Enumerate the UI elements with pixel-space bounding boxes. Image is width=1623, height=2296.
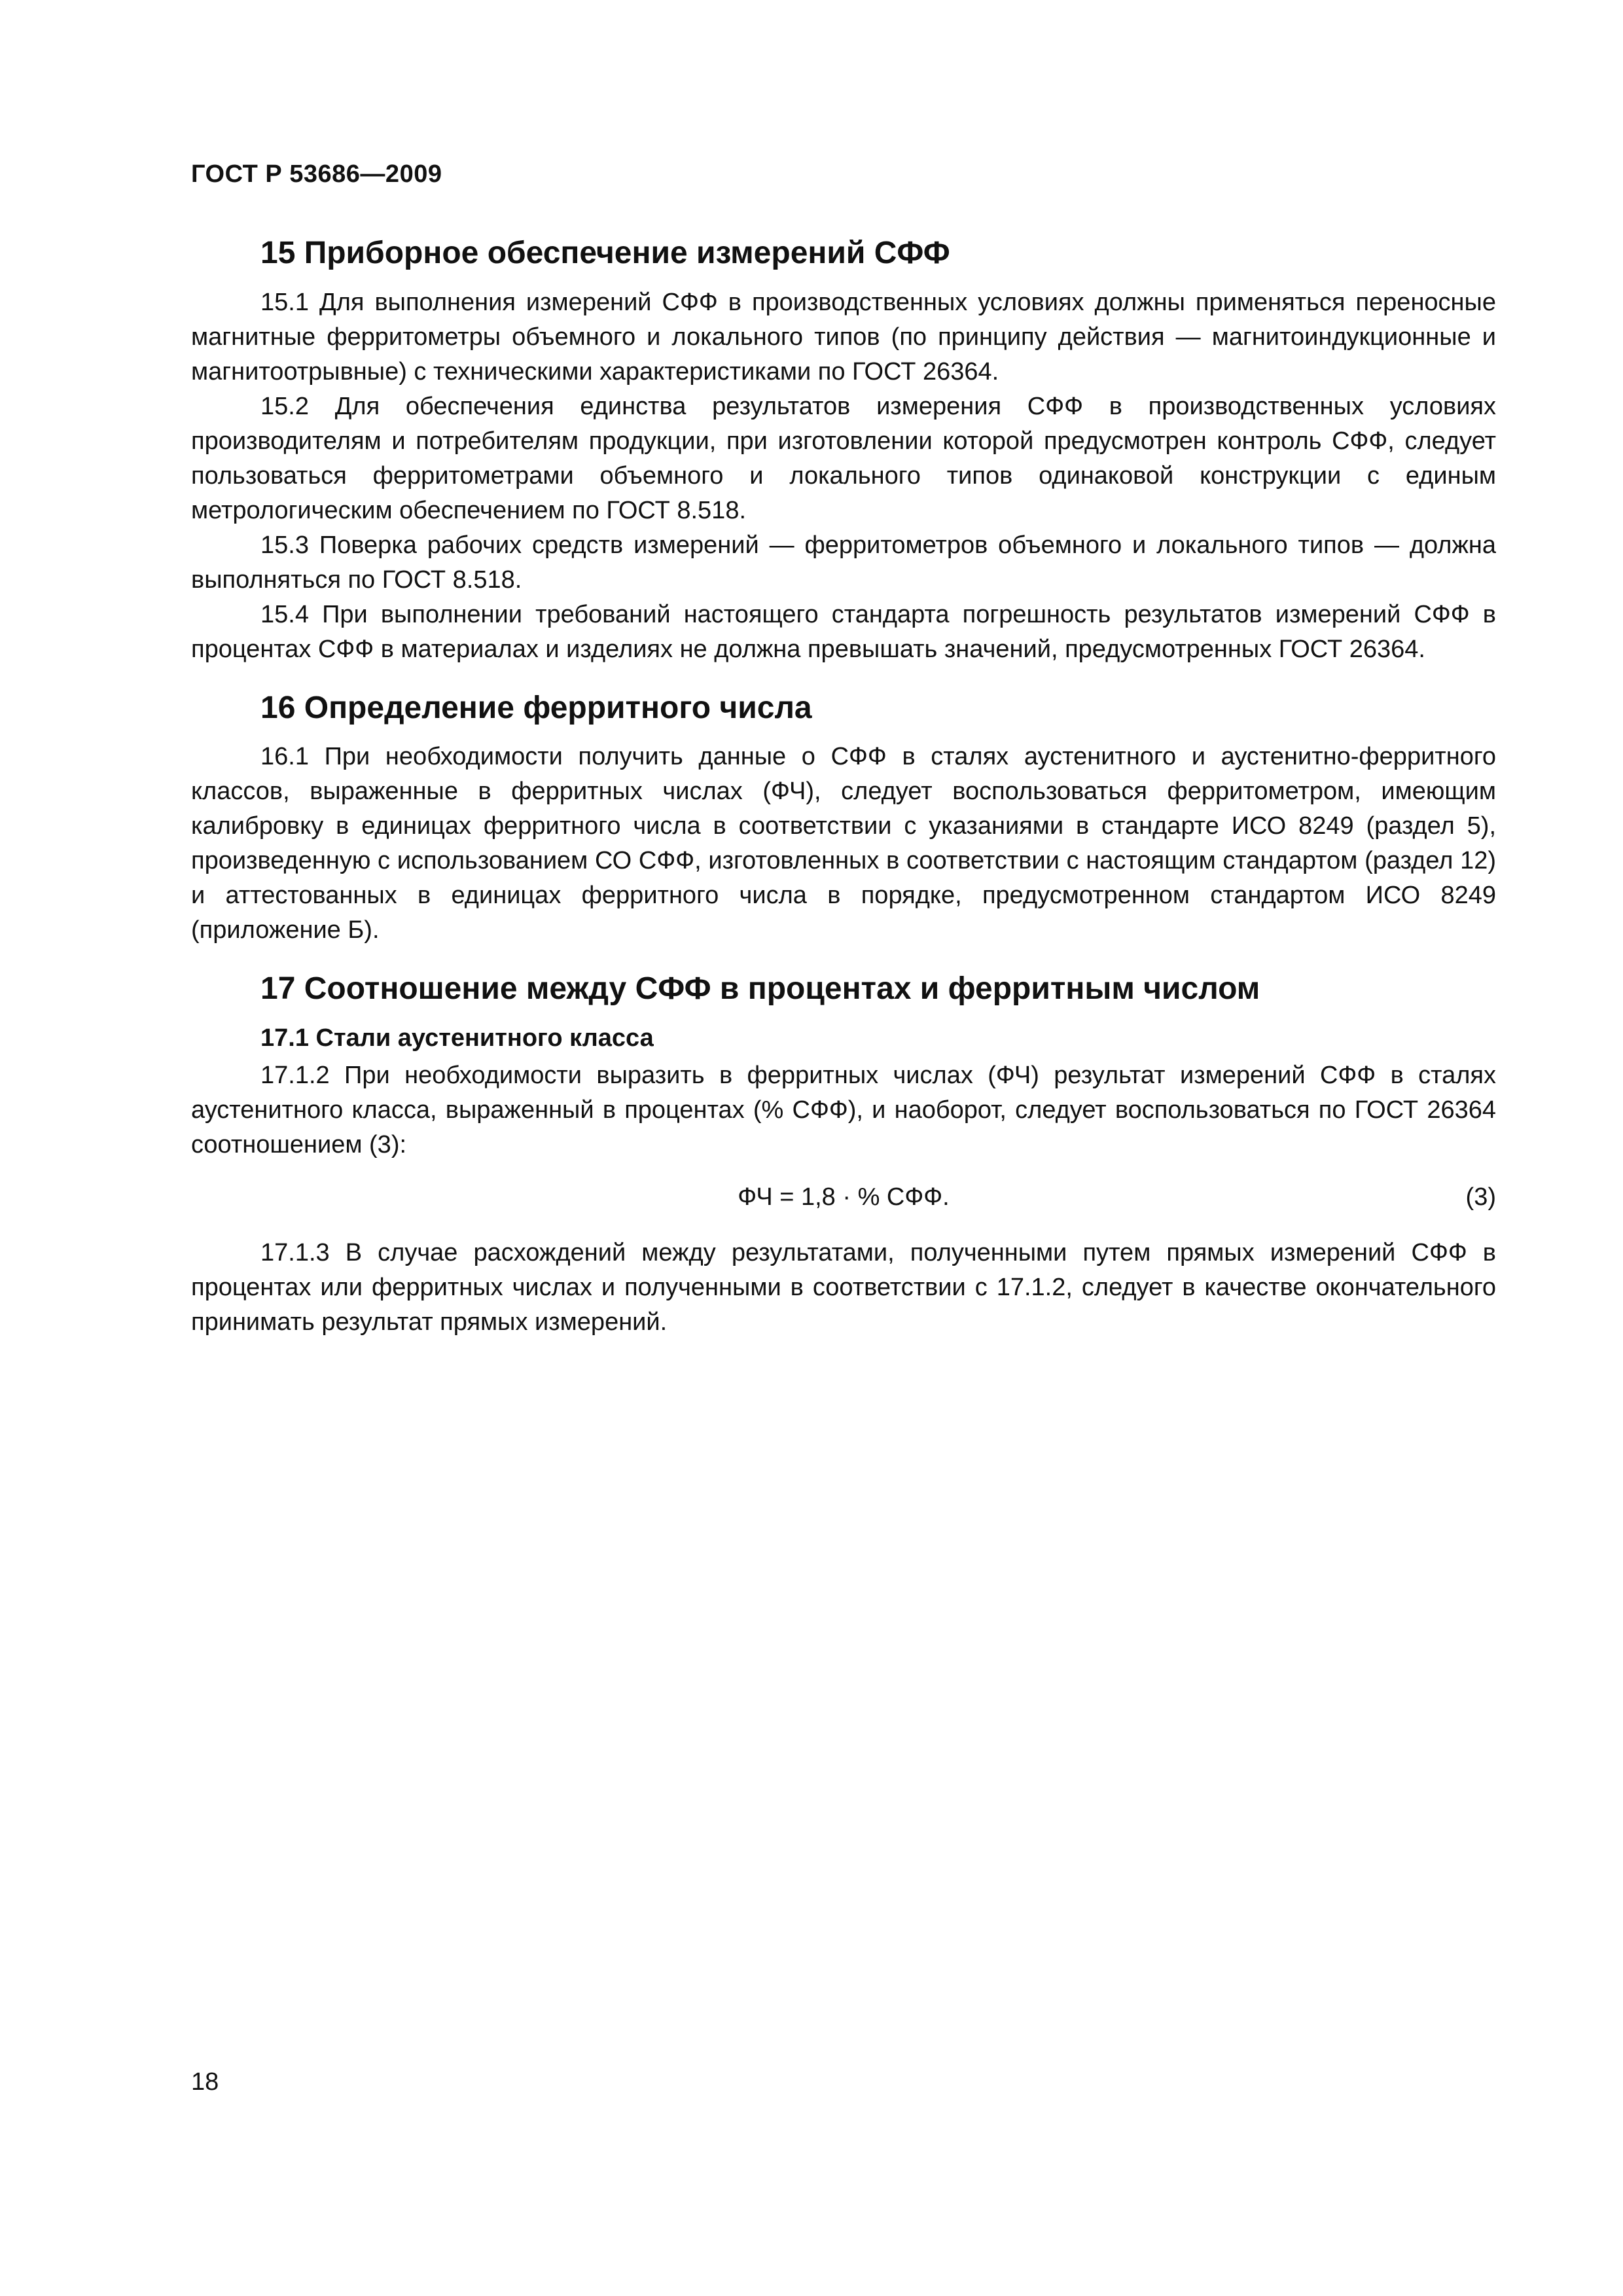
section-16 <box>191 689 1496 948</box>
section-16-title: 16 Определение ферритного числа <box>260 690 812 725</box>
subsection-17-1-title: 17.1 Стали аустенитного класса <box>260 1024 654 1052</box>
paragraph-17-1-3: 17.1.3 В случае расхождений между результатами, полученными путем прямых измерений СФФ в процентах или ферритных числах и полученными в соответствии с 17.1.2, следует в качестве окончательного принимать результат прямых измерений. <box>191 1238 1496 1336</box>
paragraph-15-4: 15.4 При выполнении требований настоящего стандарта погрешность результатов измерений СФФ в процентах СФФ в материалах и изделиях не должна превышать значений, предусмотренных ГОСТ 26364. <box>191 600 1496 663</box>
formula-row <box>191 1175 1496 1219</box>
section-15-title: 15 Приборное обеспечение измерений СФФ <box>260 236 950 270</box>
paragraph-15-3: 15.3 Поверка рабочих средств измерений — ферритометров объемного и локального типов — должна выполняться по ГОСТ 8.518. <box>191 531 1496 594</box>
section-17 <box>191 970 1496 1340</box>
formula-number: (3) <box>1465 1183 1496 1211</box>
formula: ФЧ = 1,8 · % СФФ. <box>738 1183 950 1211</box>
page-number: 18 <box>191 2068 219 2096</box>
section-15 <box>191 234 1496 667</box>
section-17-title: 17 Соотношение между СФФ в процентах и ферритным числом <box>260 971 1260 1007</box>
paragraph-15-1: 15.1 Для выполнения измерений СФФ в производственных условиях должны применяться переносные магнитные ферритометры объемного и локального типов (по принципу действия — магнитоиндукционные и магнитоотрывные) с техническими характеристиками по ГОСТ 26364. <box>191 288 1496 386</box>
page-body <box>191 234 1496 1362</box>
paragraph-16-1: 16.1 При необходимости получить данные о СФФ в сталях аустенитного и аустенитно-ферритного классов, выраженные в ферритных числах (ФЧ), следует воспользоваться ферритометром, имеющим калибровку в единицах ферритного числа в соответствии с указаниями в стандарте ИСО 8249 (раздел 5), произведенную с использованием СО СФФ, изготовленных в соответствии с настоящим стандартом (раздел 12) и аттестованных в единицах ферритного числа в порядке, предусмотренном стандартом ИСО 8249 (приложение Б). <box>191 743 1496 944</box>
document-id-header: ГОСТ Р 53686—2009 <box>191 160 442 188</box>
paragraph-17-1-2: 17.1.2 При необходимости выразить в ферритных числах (ФЧ) результат измерений СФФ в сталях аустенитного класса, выраженный в процентах (% СФФ), и наоборот, следует воспользоваться по ГОСТ 26364 соотношением (3): <box>191 1061 1496 1158</box>
paragraph-15-2: 15.2 Для обеспечения единства результатов измерения СФФ в производственных условиях производителям и потребителям продукции, при изготовлении которой предусмотрен контроль СФФ, следует пользоваться ферритометрами объемного и локального типов одинаковой конструкции с единым метрологическим обеспечением по ГОСТ 8.518. <box>191 392 1496 524</box>
